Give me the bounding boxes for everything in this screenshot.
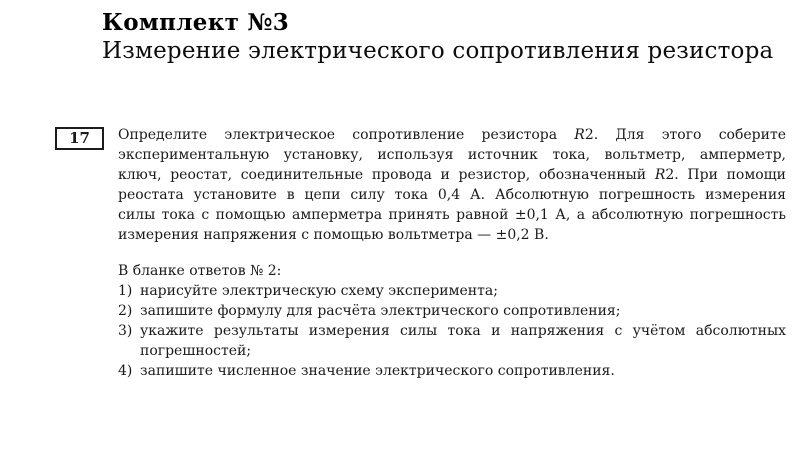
answer-intro: В бланке ответов № 2: <box>118 263 282 279</box>
list-item-marker: 3) <box>118 323 133 339</box>
document-subtitle: Измерение электрического сопротивления резистора <box>102 38 774 64</box>
document-header <box>102 8 773 66</box>
paragraph-line: Определите электрическое сопротивление резистора R2. Для этого соберите <box>118 127 786 143</box>
list-item-marker: 1) <box>118 283 133 299</box>
list-item-text: нарисуйте электрическую схему эксперимента; <box>140 283 498 299</box>
paragraph-line: экспериментальную установку, используя источник тока, вольтметр, амперметр, <box>118 147 786 163</box>
list-item-marker: 4) <box>118 363 133 379</box>
list-item <box>118 281 786 301</box>
document-title: Комплект №3 <box>102 9 290 36</box>
list-item <box>118 361 786 381</box>
task-text <box>118 125 786 381</box>
paragraph-line: силы тока с помощью амперметра принять равной ±0,1 А, а абсолютную погрешность <box>118 207 786 223</box>
list-item-marker: 2) <box>118 303 133 319</box>
paragraph-line: реостата установите в цепи силу тока 0,4 А. Абсолютную погрешность измерения <box>118 187 786 203</box>
task-number: 17 <box>69 129 90 147</box>
list-item <box>118 321 786 341</box>
list-item-continuation: погрешностей; <box>140 343 252 359</box>
list-item-text: запишите формулу для расчёта электрического сопротивления; <box>140 303 621 319</box>
paragraph-line: измерения напряжения с помощью вольтметра — ±0,2 В. <box>118 227 549 243</box>
task-number-box <box>55 127 104 150</box>
list-item-text: укажите результаты измерения силы тока и напряжения с учётом абсолютных <box>140 323 786 339</box>
paragraph-line: ключ, реостат, соединительные провода и резистор, обозначенный R2. При помощи <box>118 167 786 183</box>
list-item-text: запишите численное значение электрического сопротивления. <box>140 363 615 379</box>
list-item <box>118 301 786 321</box>
